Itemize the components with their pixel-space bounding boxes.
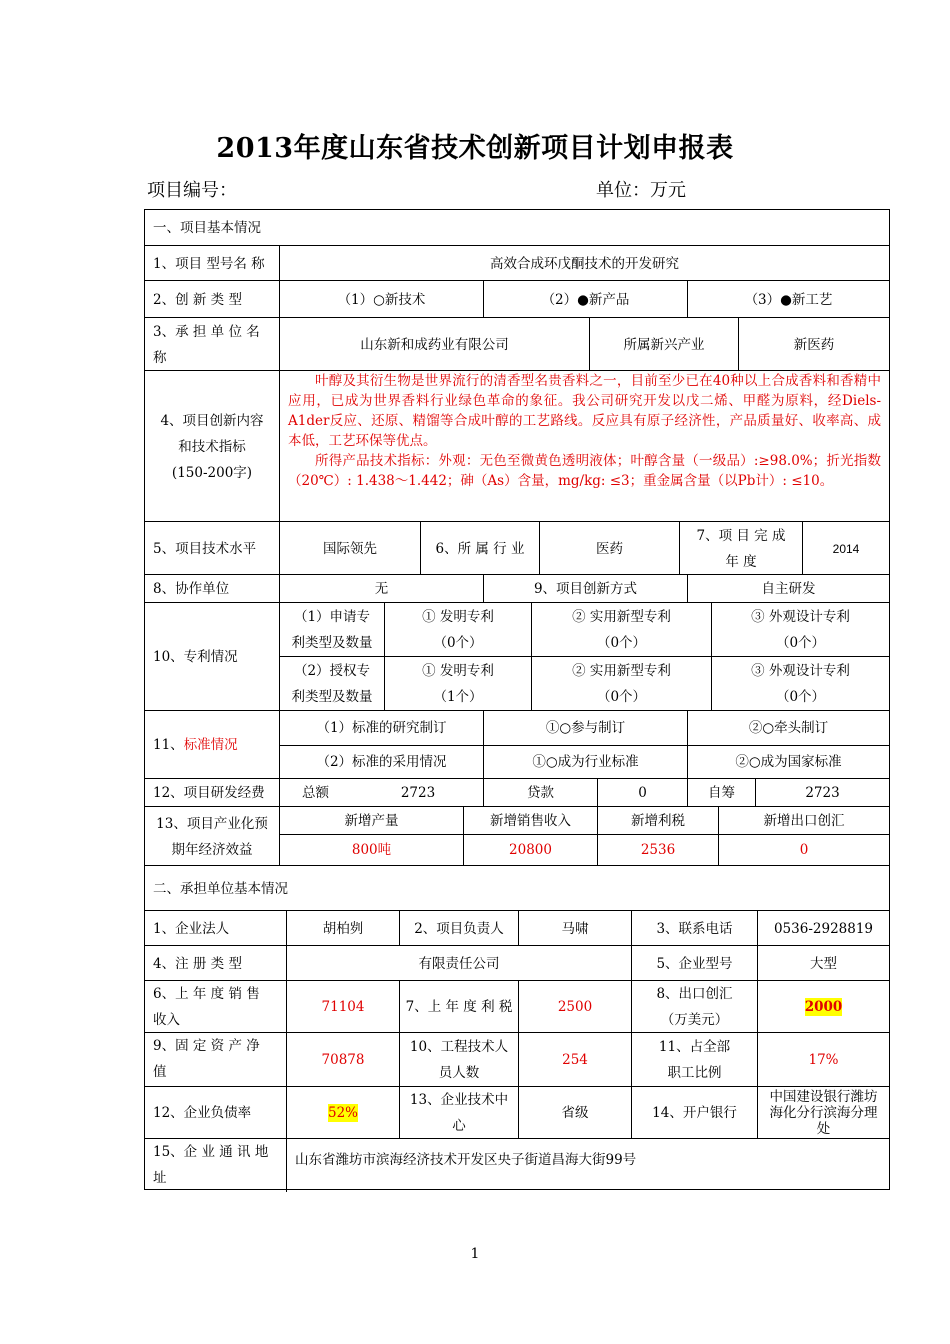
tech-level-value: 国际领先 — [279, 522, 420, 575]
last-year-sales-label — [145, 981, 286, 1033]
innovation-type-new-process: （3）●新工艺 — [687, 281, 889, 318]
section1-heading-row — [145, 210, 889, 245]
patent-label: 10、专利情况 — [153, 649, 238, 665]
tech-level-row — [145, 521, 889, 575]
section1-heading: 一、项目基本情况 — [153, 219, 261, 236]
industry-label: 6、所 属 行 业 — [420, 522, 539, 575]
staff-ratio-label-line2: 职工比例 — [667, 1065, 722, 1081]
address-label-line1: 15、企 业 通 讯 地 — [153, 1144, 269, 1160]
last-year-profit-label: 7、上 年 度 利 税 — [399, 981, 518, 1033]
completion-year-label-line1: 7、项 目 完 成 — [696, 527, 786, 544]
rd-funding-row — [145, 778, 889, 807]
last-year-sales-label-line2: 收入 — [153, 1012, 180, 1028]
legal-person-value: 胡柏刿 — [286, 911, 399, 946]
bank-label: 14、开户银行 — [631, 1087, 757, 1139]
innovation-type-label: 2、创 新 类 型 — [153, 291, 242, 308]
emerging-industry-value: 新医药 — [738, 318, 889, 371]
patent-grant-utility-type: ② 实用新型专利 — [572, 662, 671, 679]
patent-grant-utility-count: （0个） — [596, 688, 647, 705]
new-output-value: 800吨 — [279, 834, 463, 866]
new-sales-header: 新增销售收入 — [463, 807, 597, 834]
rd-funding-label: 12、项目研发经费 — [153, 785, 265, 801]
bank-row — [145, 1086, 889, 1139]
completion-year-value: 2014 — [802, 522, 889, 575]
patent-apply-design-count: （0个） — [775, 634, 826, 651]
patent-grant-label — [279, 656, 384, 711]
unit-label: 单位：万元 — [596, 180, 686, 201]
cooperation-value: 无 — [279, 575, 483, 603]
new-profit-tax-header: 新增利税 — [597, 807, 718, 834]
rd-funding-loan-label: 贷款 — [483, 779, 597, 807]
innovation-type-new-product: （2）●新产品 — [483, 281, 687, 318]
patent-apply-invention — [384, 603, 531, 656]
address-label-line2: 址 — [153, 1170, 167, 1186]
finance-row-1 — [145, 980, 889, 1033]
last-year-sales-label-line1: 6、上 年 度 销 售 — [153, 986, 260, 1002]
registration-type-label: 4、注 册 类 型 — [153, 955, 242, 972]
patent-grant-invention — [384, 656, 531, 711]
tech-center-label-line1: 13、企业技术中 — [409, 1092, 509, 1108]
company-contact-row — [145, 910, 889, 946]
standards-adoption: （2）标准的采用情况 — [279, 745, 483, 779]
innovation-type-new-tech: （1）○新技术 — [279, 281, 483, 318]
rd-funding-self-value: 2723 — [755, 779, 889, 807]
new-export-header: 新增出口创汇 — [718, 807, 889, 834]
standards-label-text: 标准情况 — [183, 737, 238, 753]
project-leader-value: 马啸 — [518, 911, 631, 946]
economic-benefit-label-line2: 期年经济效益 — [171, 841, 253, 858]
patent-grant-design-count: （0个） — [775, 688, 826, 705]
legal-person-label: 1、企业法人 — [153, 920, 230, 937]
patent-apply-design — [711, 603, 889, 656]
standards-label — [145, 711, 279, 779]
new-sales-value: 20800 — [463, 834, 597, 866]
patent-apply-utility-count: （0个） — [596, 634, 647, 651]
export-earnings-value: 2000 — [804, 999, 843, 1015]
new-export-value: 0 — [718, 834, 889, 866]
address-label — [145, 1139, 286, 1192]
enterprise-size-value: 大型 — [757, 946, 889, 981]
export-earnings-label-line1: 8、出口创汇 — [656, 986, 733, 1002]
bank-value — [757, 1087, 889, 1139]
standards-lead: ②○牵头制订 — [687, 711, 889, 745]
completion-year-label-line2: 年 度 — [725, 553, 757, 570]
page-title: 2013年度山东省技术创新项目计划申报表 — [216, 133, 734, 164]
patent-grant-design — [711, 656, 889, 711]
industry-value: 医药 — [539, 522, 679, 575]
patent-apply-invention-type: ① 发明专利 — [422, 608, 494, 625]
project-name-value: 高效合成环戊酮技术的开发研究 — [279, 246, 889, 281]
staff-ratio-label — [631, 1033, 757, 1087]
new-output-header: 新增产量 — [279, 807, 463, 834]
tech-level-label: 5、项目技术水平 — [153, 540, 257, 557]
patent-grant-label-line2: 利类型及数量 — [291, 688, 373, 705]
page-number: 1 — [470, 1246, 480, 1262]
innovation-content-row — [145, 370, 889, 522]
rd-funding-self-label: 自筹 — [687, 779, 755, 807]
fixed-assets-label-line2: 值 — [153, 1064, 167, 1080]
registration-row — [145, 945, 889, 981]
innovation-mode-value: 自主研发 — [687, 575, 889, 603]
undertaker-value: 山东新和成药业有限公司 — [279, 318, 589, 371]
fixed-assets-label-line1: 9、固 定 资 产 净 — [153, 1038, 260, 1054]
innovation-content-paragraph-2: 所得产品技术指标：外观：无色至微黄色透明液体；叶醇含量（一级品）:≥98.0%；折光指数（20℃）: 1.438～1.442；砷（As）含量，mg/kg: ≤3；重金属含量（以Pb计）: ≤10。 — [288, 453, 881, 489]
innovation-type-row — [145, 280, 889, 318]
patent-apply-label — [279, 603, 384, 656]
project-name-row — [145, 245, 889, 281]
bank-value-line1: 中国建设银行潍坊 — [769, 1089, 878, 1105]
standards-industry: ①○成为行业标准 — [483, 745, 687, 779]
cooperation-row — [145, 574, 889, 603]
tech-center-value: 省级 — [518, 1087, 631, 1139]
phone-value: 0536-2928819 — [757, 911, 889, 946]
innovation-content-text — [279, 371, 889, 522]
patent-grant-label-line1: （2）授权专 — [293, 662, 371, 679]
rd-funding-total-label: 总额 — [279, 779, 353, 807]
economic-benefit-row — [145, 806, 889, 866]
engineers-count-label-line1: 10、工程技术人 — [409, 1039, 509, 1055]
export-earnings-label — [631, 981, 757, 1033]
engineers-count-label-line2: 员人数 — [438, 1065, 480, 1081]
tech-center-label-line2: 心 — [452, 1118, 466, 1134]
standards-national: ②○成为国家标准 — [687, 745, 889, 779]
debt-ratio-value: 52% — [327, 1105, 358, 1121]
standards-research: （1）标准的研究制订 — [279, 711, 483, 745]
completion-year-label — [679, 522, 802, 575]
patent-apply-utility — [531, 603, 711, 656]
rd-funding-total-value: 2723 — [400, 785, 436, 801]
patent-apply-utility-type: ② 实用新型专利 — [572, 608, 671, 625]
fixed-assets-label — [145, 1033, 286, 1087]
undertaker-label: 3、承 担 单 位 名 称 — [153, 323, 260, 366]
address-row — [145, 1138, 889, 1192]
export-earnings-label-line2: （万美元） — [660, 1012, 729, 1028]
innovation-content-paragraph-1: 叶醇及其衍生物是世界流行的清香型名贵香料之一，目前至少已在40种以上合成香料和香精中应用，已成为世界香料行业绿色革命的象征。我公司研究开发以戊二烯、甲醛为原料，经Diels-A1der反应、还原、精馏等合成叶醇的工艺路线。反应具有原子经济性，产品质量好、收率高、成本低，工艺环保等优点。 — [288, 373, 881, 449]
innovation-content-label — [145, 371, 279, 522]
economic-benefit-label-line1: 13、项目产业化预 — [156, 815, 268, 832]
bank-value-line3: 处 — [816, 1121, 831, 1137]
patent-apply-design-type: ③ 外观设计专利 — [751, 608, 850, 625]
standards-participate: ①○参与制订 — [483, 711, 687, 745]
rd-funding-loan-value: 0 — [597, 779, 687, 807]
tech-center-label — [399, 1087, 518, 1139]
cooperation-label: 8、协作单位 — [153, 581, 230, 597]
patent-apply-label-line2: 利类型及数量 — [291, 634, 373, 651]
fixed-assets-value: 70878 — [286, 1033, 399, 1087]
patent-grant-utility — [531, 656, 711, 711]
bank-value-line2: 海化分行滨海分理 — [769, 1105, 878, 1121]
innovation-mode-label: 9、项目创新方式 — [483, 575, 687, 603]
patent-grant-design-type: ③ 外观设计专利 — [751, 662, 850, 679]
project-leader-label: 2、项目负责人 — [399, 911, 518, 946]
patent-row — [145, 602, 889, 711]
economic-benefit-label — [145, 807, 279, 866]
section2-heading-row — [145, 865, 889, 911]
address-value: 山东省潍坊市滨海经济技术开发区央子街道昌海大街99号 — [286, 1139, 889, 1192]
last-year-profit-value: 2500 — [518, 981, 631, 1033]
last-year-sales-value: 71104 — [286, 981, 399, 1033]
innovation-content-label-line2: 和技术指标 — [178, 438, 246, 455]
enterprise-size-label: 5、企业型号 — [631, 946, 757, 981]
registration-type-value: 有限责任公司 — [286, 946, 631, 981]
patent-grant-invention-type: ① 发明专利 — [422, 662, 494, 679]
emerging-industry-label: 所属新兴产业 — [589, 318, 738, 371]
engineers-count-label — [399, 1033, 518, 1087]
staff-ratio-value: 17% — [757, 1033, 889, 1087]
patent-apply-invention-count: （0个） — [433, 634, 483, 651]
patent-grant-invention-count: （1个） — [433, 688, 483, 705]
undertaker-row — [145, 317, 889, 371]
new-profit-tax-value: 2536 — [597, 834, 718, 866]
phone-label: 3、联系电话 — [631, 911, 757, 946]
debt-ratio-label: 12、企业负债率 — [153, 1105, 252, 1121]
staff-ratio-label-line1: 11、占全部 — [658, 1039, 731, 1055]
patent-apply-label-line1: （1）申请专 — [293, 608, 371, 625]
application-form-table — [144, 209, 890, 1190]
standards-label-number: 11、 — [153, 737, 184, 753]
innovation-content-label-line1: 4、项目创新内容 — [160, 412, 264, 429]
debt-ratio-value-cell — [286, 1087, 399, 1139]
innovation-content-label-line3: (150-200字) — [171, 464, 253, 481]
engineers-count-value: 254 — [518, 1033, 631, 1087]
finance-row-2 — [145, 1032, 889, 1087]
export-earnings-value-cell — [757, 981, 889, 1033]
standards-row — [145, 710, 889, 779]
section2-heading: 二、承担单位基本情况 — [153, 880, 288, 897]
project-number-label: 项目编号： — [147, 180, 237, 201]
project-name-label: 1、项目 型号名 称 — [153, 255, 265, 272]
